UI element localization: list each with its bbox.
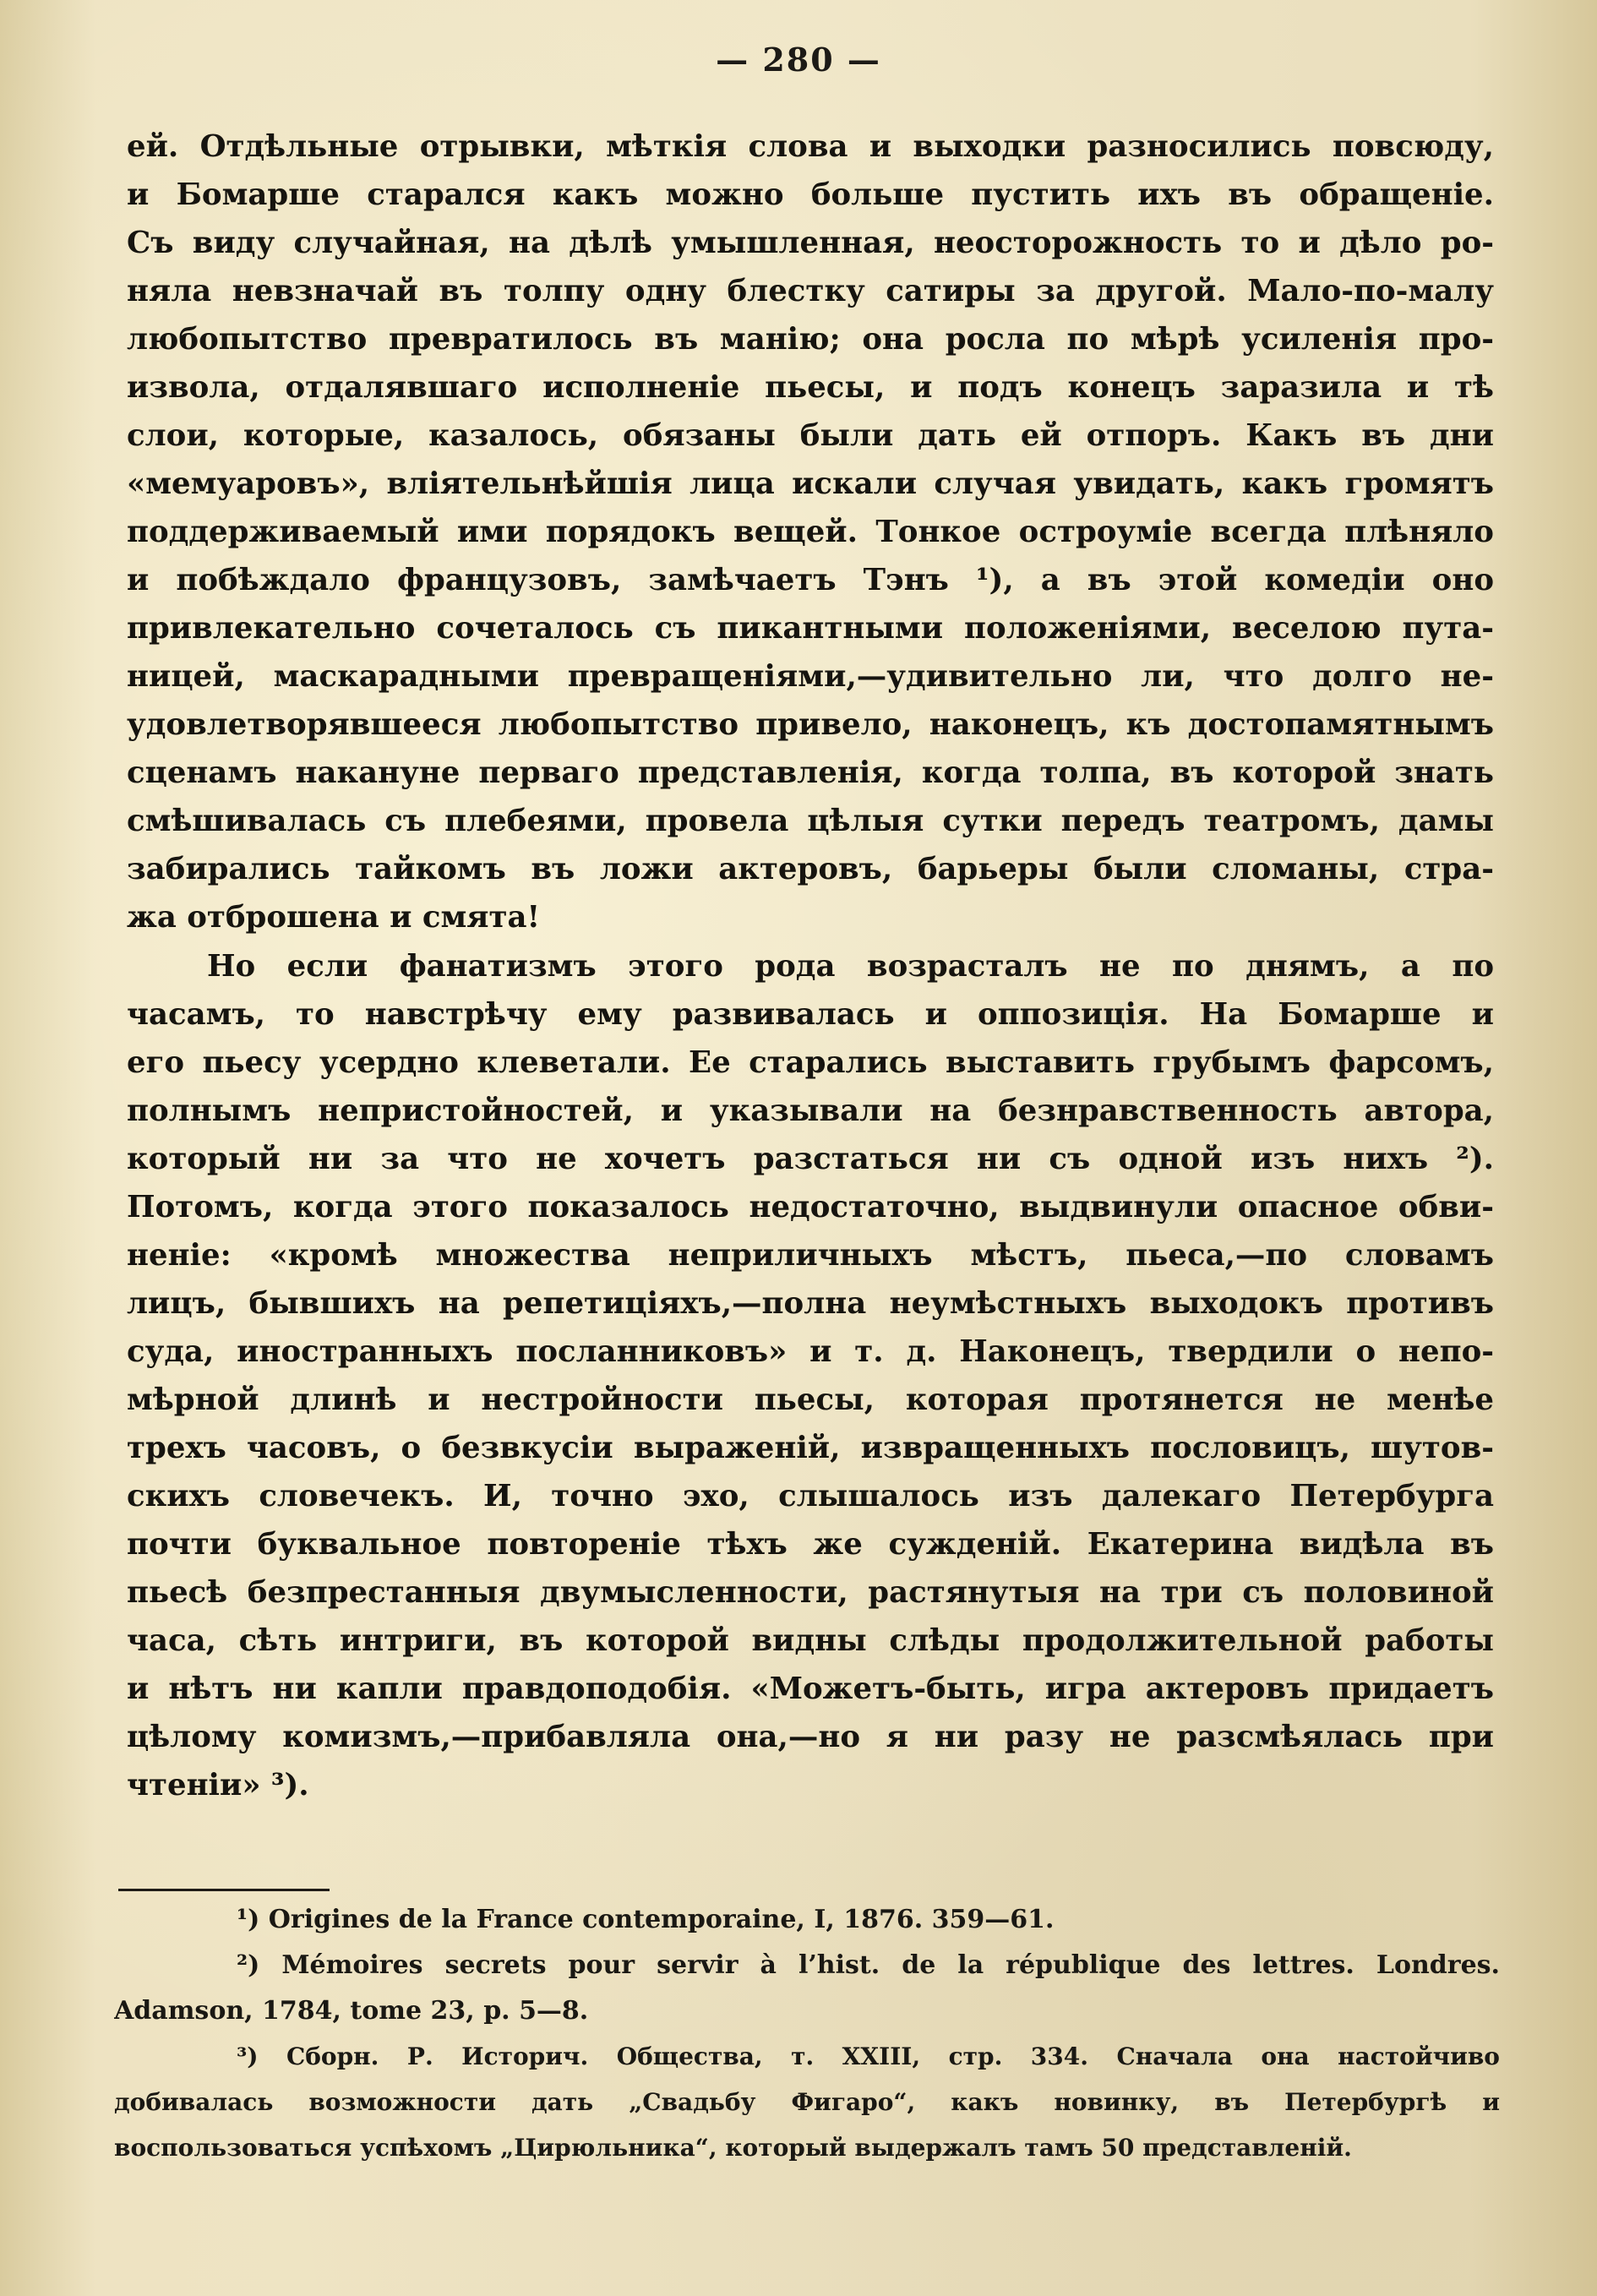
text-line: смѣшивалась съ плебеями, провела цѣлыя сутки передъ театромъ, дамы: [127, 804, 1494, 838]
text-line: удовлетворявшееся любопытство привело, наконецъ, къ достопамятнымъ: [127, 707, 1494, 742]
text-line: часа, сѣть интриги, въ которой видны слѣды продолжительной работы: [127, 1623, 1494, 1658]
text-line: извола, отдалявшаго исполненіе пьесы, и подъ конецъ заразила и тѣ: [127, 370, 1494, 405]
paragraph-2: [127, 942, 1494, 1809]
text-line: и нѣтъ ни капли правдоподобія. «Можетъ-быть, игра актеровъ придаетъ: [127, 1672, 1494, 1706]
text-line: Съ виду случайная, на дѣлѣ умышленная, неосторожность то и дѣло ро-: [127, 226, 1494, 260]
text-line: Потомъ, когда этого показалось недостаточно, выдвинули опасное обви-: [127, 1190, 1494, 1224]
text-line: и побѣждало французовъ, замѣчаетъ Тэнъ ¹), а въ этой комедіи оно: [127, 563, 1494, 597]
text-line: скихъ словечекъ. И, точно эхо, слышалось изъ далекаго Петербурга: [127, 1479, 1494, 1513]
footnote-2-cont: Adamson, 1784, tome 23, p. 5—8.: [114, 1996, 589, 2026]
text-line: полнымъ непристойностей, и указывали на безнравственность автора,: [127, 1093, 1494, 1128]
paragraph-1: [127, 123, 1494, 941]
text-line: поддерживаемый ими порядокъ вещей. Тонкое остроуміе всегда плѣняло: [127, 515, 1494, 549]
text-line: привлекательно сочеталось съ пикантными положеніями, веселою пута-: [127, 611, 1494, 646]
text-line: лицъ, бывшихъ на репетиціяхъ,—полна неумѣстныхъ выходокъ противъ: [127, 1286, 1494, 1321]
footnote-3: ³) Сборн. Р. Историч. Общества, т. XXIII, стр. 334. Сначала она настойчиво: [237, 2042, 1500, 2070]
text-line: неніе: «кромѣ множества неприличныхъ мѣстъ, пьеса,—по словамъ: [127, 1238, 1494, 1273]
text-line: забирались тайкомъ въ ложи актеровъ, барьеры были сломаны, стра-: [127, 852, 1494, 886]
text-line: мѣрной длинѣ и нестройности пьесы, которая протянется не менѣе: [127, 1383, 1494, 1417]
text-line: слои, которые, казалось, обязаны были дать ей отпоръ. Какъ въ дни: [127, 418, 1494, 453]
page-number: — 280 —: [716, 41, 881, 79]
footnote-3-cont: воспользоваться успѣхомъ „Цирюльника“, который выдержалъ тамъ 50 представленій.: [114, 2134, 1352, 2162]
text-line: суда, иностранныхъ посланниковъ» и т. д. Наконецъ, твердили о непо-: [127, 1334, 1494, 1369]
text-line: ницей, маскарадными превращеніями,—удивительно ли, что долго не-: [127, 659, 1494, 694]
footnote-2: ²) Mémoires secrets pour servir à l’hist. de la république des lettres. Londres.: [237, 1950, 1500, 1980]
footnote-3-cont: добивалась возможности дать „Свадьбу Фигаро“, какъ новинку, въ Петербургѣ и: [114, 2088, 1500, 2116]
footnote-1: ¹) Origines de la France contemporaine, I, 1876. 359—61.: [237, 1905, 1055, 1934]
text-line: его пьесу усердно клеветали. Ее старались выставить грубымъ фарсомъ,: [127, 1045, 1494, 1080]
text-line: чтеніи» ³).: [127, 1768, 309, 1802]
text-line: «мемуаровъ», вліятельнѣйшія лица искали случая увидать, какъ громятъ: [127, 466, 1494, 501]
footnotes: [114, 1897, 1500, 2171]
text-line: любопытство превратилось въ манію; она росла по мѣрѣ усиленія про-: [127, 322, 1494, 357]
text-line: часамъ, то навстрѣчу ему развивалась и оппозиція. На Бомарше и: [127, 997, 1494, 1032]
text-line: ей. Отдѣльные отрывки, мѣткія слова и выходки разносились повсюду,: [127, 129, 1494, 164]
text-line: Но если фанатизмъ этого рода возрасталъ не по днямъ, а по: [207, 949, 1494, 984]
text-line: цѣлому комизмъ,—прибавляла она,—но я ни разу не разсмѣялась при: [127, 1720, 1494, 1754]
text-line: пьесѣ безпрестанныя двумысленности, растянутыя на три съ половиной: [127, 1575, 1494, 1610]
text-line: трехъ часовъ, о безвкусіи выраженій, извращенныхъ пословицъ, шутов-: [127, 1431, 1494, 1465]
text-line: и Бомарше старался какъ можно больше пустить ихъ въ обращеніе.: [127, 177, 1494, 212]
text-line: который ни за что не хочетъ разстаться ни съ одной изъ нихъ ²).: [127, 1142, 1494, 1176]
text-line: сценамъ накануне перваго представленія, когда толпа, въ которой знать: [127, 755, 1494, 790]
text-line: жа отброшена и смята!: [127, 900, 541, 935]
text-line: няла невзначай въ толпу одну блестку сатиры за другой. Мало-по-малу: [127, 274, 1494, 308]
text-line: почти буквальное повтореніе тѣхъ же сужденій. Екатерина видѣла въ: [127, 1527, 1494, 1562]
footnote-divider: [118, 1889, 330, 1891]
